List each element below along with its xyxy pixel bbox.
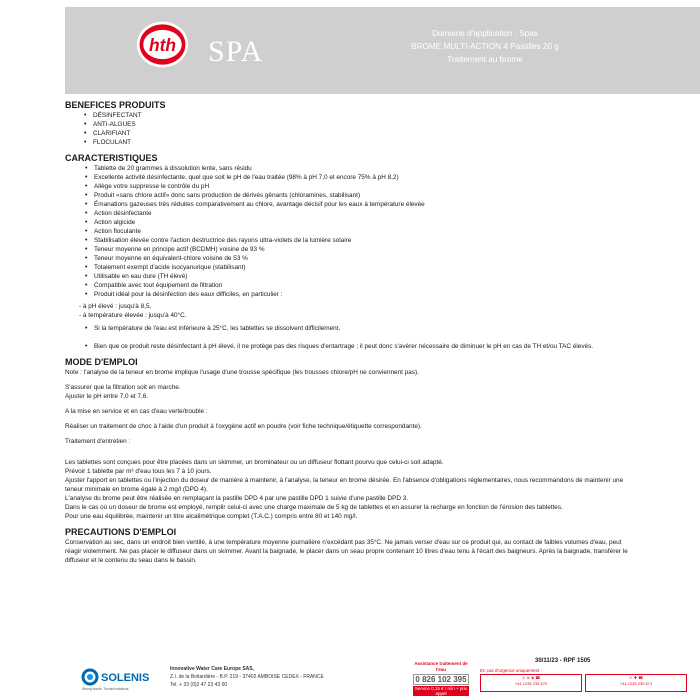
warning-icon: ⚠ ☠ ◈ ☎ [521,675,541,680]
list-item: • ANTI-ALGUES [65,120,635,129]
company-street: Z.I. de la Boitardière - B.P. 219 - 37402 AMBOISE CEDEX - FRANCE [170,674,324,680]
list-item: • Compatible avec tout équipement de filtration [65,281,635,290]
mode-p4: Réaliser un traitement de choc à l'aide d'un produit à l'oxygène actif en poudre (voir fiche technique/étiquette correspondante). [65,423,422,430]
mode-p2: Ajuster le pH entre 7,0 et 7,6. [65,393,149,400]
precautions-text: Conservation au sec, dans un endroit bien ventilé, à une température moyenne journalière n'excédant pas 35°C. Ne jamais verser d'eau sur ce produit qui, au contact de faibles volumes d'eau, peut réagir violemment. Ne pas placer le diffuseur dans un skimmer. Avant la baignade, le placer dans un seau propre contenant 10 litres d'eau tenu à l'écart des baigneurs. Après la baignade, transférer le diffuseur et le contenu du seau dans le bassin. [65,539,628,564]
benefices-title: BENEFICES PRODUITS [65,100,166,110]
spa-brand: SPA [208,35,264,68]
header-banner [65,7,700,94]
list-item: • Utilisable en eau dure (TH élevé) [65,272,635,281]
urgence-box-1 [480,674,582,692]
footer [65,655,700,700]
list-item: • Stabilisation élevée contre l'action destructrice des rayons ultra-violets de la lumière solaire [65,236,635,245]
sub-item: - à température élevée : jusqu'à 40°C. [79,312,187,319]
list-item: • DÉSINFECTANT [65,111,635,120]
benefices-list [65,111,635,147]
extra-list [65,324,635,351]
solenis-logo [80,665,180,693]
urgence-phone-1: +44 1235 239 670 [514,681,548,686]
assistance-title: Assistance traitement de l'eau [414,661,468,672]
urgence-title: En cas d'urgence uniquement : [480,668,542,673]
list-item: • Totalement exempt d'acide isocyanurique (stabilisant) [65,263,635,272]
urgence-box-2 [585,674,687,692]
mode-p11: Pour une eau équilibrée, maintenir un titre alcalimétrique complet (T.A.C.) compris entre 80 et 140 mg/l. [65,513,358,520]
list-item: • FLOCULANT [65,138,635,147]
list-item: • Émanations gazeuses très réduites comparativement au chlore, avantage décisif pour les eaux à température élevée [65,200,635,209]
sub-list [65,302,635,320]
assistance-service: Service 0,15 € / min + prix appel [414,686,468,696]
urgence-phone-2: +44 1235 239 671 [619,681,653,686]
hth-logo [135,17,190,72]
content [65,100,635,565]
mode-title: MODE D'EMPLOI [65,357,138,367]
company-phone: Tel. + 33 (0)2 47 23 43 00 [170,682,228,688]
header-line-product: BROME MULTI-ACTION 4 Pastilles 20 g [411,42,559,51]
mode-p7: Prévoir 1 tablette par m³ d'eau tous les 7 à 10 jours. [65,468,212,475]
list-item: • Action floculante [65,227,635,236]
mode-p5: Traitement d'entretien : [65,438,131,445]
fire-icon: ⚠ ✚ ☎ [628,675,644,680]
caracteristiques-list [65,164,635,299]
header-line-treatment: Traitement au brome [447,55,523,64]
mode-p10: Dans le cas où un doseur de brome est employé, remplir celui-ci avec une charge maximale de 5 kg de tablettes et en assurer la recharge en fonction de l'érosion des tablettes. [65,504,563,511]
list-item: • Teneur moyenne en équivalent-chlore voisine de 53 % [65,254,635,263]
company-name: Innovative Water Care Europe SAS, [170,666,255,672]
company-address [170,665,324,689]
list-item: • Action algicide [65,218,635,227]
list-item: • Bien que ce produit reste désinfectant à pH élevé, il ne protège pas des risques d'entartrage ; il peut donc s'avérer nécessaire de diminuer le pH en cas de TH et/ou TAC élevés. [65,342,635,351]
mode-p1: S'assurer que la filtration soit en marche. [65,384,181,391]
assistance-number: 0 826 102 395 [413,674,469,685]
mode-p6: Les tablettes sont conçues pour être placées dans un skimmer, un brominateur ou un diffuseur flottant pourvu que celui-ci soit adapté. [65,459,444,466]
assistance-box [410,661,472,696]
caracteristiques-title: CARACTERISTIQUES [65,153,158,163]
sub-item: - à pH élevé : jusqu'à 8,5, [79,303,152,310]
header-line-domain: Domaine d'application : Spas [432,29,538,38]
list-item: • Allège votre suppresse le contrôle du pH [65,182,635,191]
list-item: • Si la température de l'eau est inférieure à 25°C, les tablettes se dissolvent difficilement. [65,324,635,333]
list-item: • Produit «sans chlore actif» donc sans production de dérivés gênants (chloramines, stabilisant) [65,191,635,200]
document-date: 30/11/23 - RPF 1505 [535,658,591,664]
solenis-tagline: Strong bonds. Trusted solutions. [82,687,130,691]
mode-p9: L'analyse du brome peut être réalisée en remplaçant la pastille DPD 4 par une pastille DPD 1 suivie d'une pastille DPD 3. [65,495,409,502]
list-item: • Tablette de 20 grammes à dissolution lente, sans résidu [65,164,635,173]
solenis-brand: SOLENIS [101,672,150,684]
list-item: • CLARIFIANT [65,129,635,138]
header-text [295,27,675,66]
mode-note: Note : l'analyse de la teneur en brome implique l'usage d'une trousse spécifique (les trousses chlore/pH ne conviennent pas). [65,369,419,376]
list-item: • Teneur moyenne en principe actif (BCDMH) voisine de 93 % [65,245,635,254]
mode-p8: Ajuster l'apport en tablettes ou l'injection du doseur de manière à maintenir, à l'analyse, la teneur en brome désirée. En l'absence d'obligations réglementaires, nous recommandons de maintenir une teneur minimale en brome égale à 2 mg/l (DPD 4). [65,477,624,493]
list-item: • Action désinfectante [65,209,635,218]
precautions-title: PRECAUTIONS D'EMPLOI [65,527,177,537]
list-item: • Produit idéal pour la désinfection des eaux difficiles, en particulier : [65,290,635,299]
list-item: • Excellente activité désinfectante, quel que soit le pH de l'eau traitée (98% à pH 7,0 et encore 75% à pH 8,2) [65,173,635,182]
mode-p3: A la mise en service et en cas d'eau verte/trouble : [65,408,208,415]
hth-logo-text: hth [148,34,177,55]
